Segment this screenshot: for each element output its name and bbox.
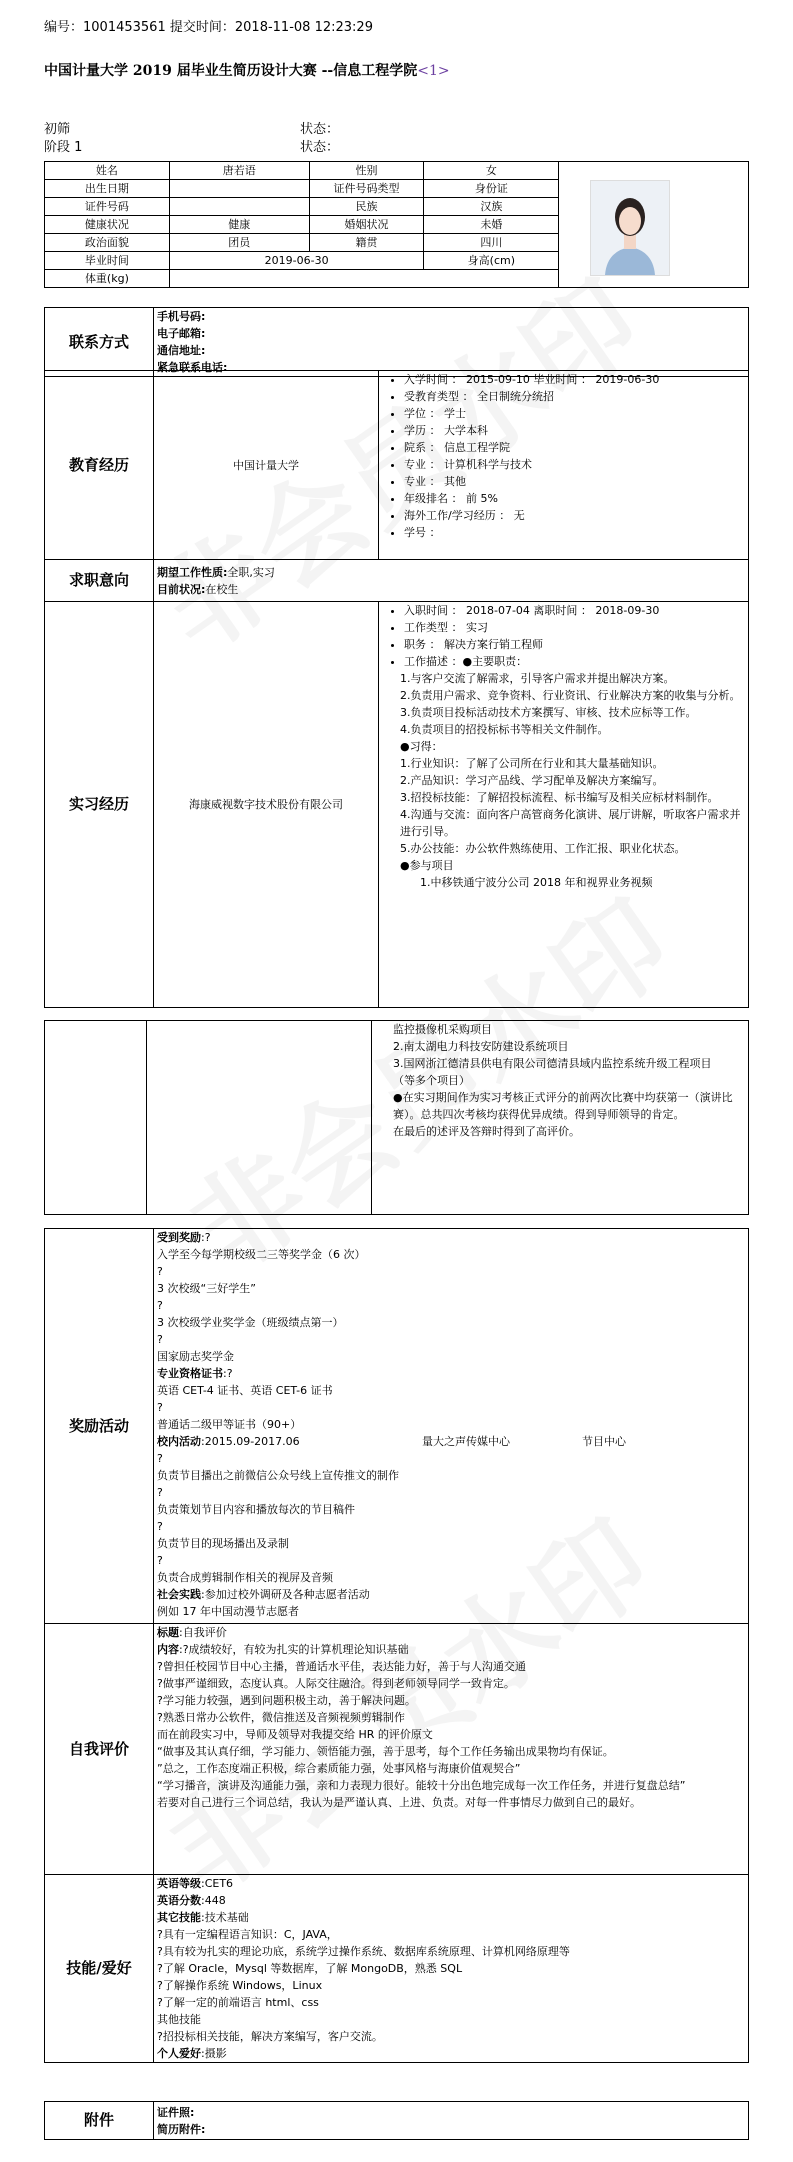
self-eval-line: “学习播音，演讲及沟通能力强，亲和力表现力很好。能较十分出色地完成每一次工作任务，并进行复盘总结” <box>157 1779 686 1792</box>
awards-table <box>44 1228 749 1624</box>
description-line: 3.国网浙江德清县供电有限公司德清县域内监控系统升级工程项目 <box>393 1057 712 1070</box>
self-eval-line: ?学习能力较强，遇到问题积极主动，善于解决问题。 <box>157 1694 416 1707</box>
self-eval-label: 自我评价 <box>45 1624 154 1875</box>
topic-label: 标题 <box>157 1626 179 1639</box>
internship-table <box>44 601 749 1008</box>
meta-line <box>44 16 373 35</box>
award-line: 国家励志奖学金 <box>157 1350 234 1363</box>
cell: 性别 <box>309 162 424 180</box>
activity-lines <box>157 1450 745 1586</box>
activity-line: 负责策划节目内容和播放每次的节目稿件 <box>157 1503 355 1516</box>
internship-description <box>382 670 745 874</box>
cell: 政治面貌 <box>45 234 170 252</box>
cell: 体重(kg) <box>45 270 170 288</box>
self-eval-details <box>154 1624 749 1875</box>
stage-1: 初筛 <box>44 122 71 137</box>
description-line: （等多个项目） <box>393 1074 470 1087</box>
activity-line: 负责合成剪辑制作相关的视屏及音频 <box>157 1571 333 1584</box>
description-line: 4.沟通与交流：面向客户高管商务化演讲、展厅讲解，听取客户需求并进行引导。 <box>400 808 741 838</box>
school-name: 中国计量大学 <box>154 371 379 560</box>
awards-details <box>154 1229 749 1624</box>
cell: 身高(cm) <box>424 252 559 270</box>
other-skills-value: :技术基础 <box>201 1911 249 1924</box>
cell: 2019-06-30 <box>169 252 424 270</box>
activity-line: ? <box>157 1452 163 1465</box>
internship-continued-table <box>44 1020 749 1215</box>
education-table <box>44 370 749 560</box>
description-line: 3.负责项目投标活动技术方案撰写、审核、技术应标等工作。 <box>400 706 697 719</box>
list-item: • 专业 ： 其他 <box>404 473 745 490</box>
list-item: • 学号 ： <box>404 524 745 541</box>
internship-label: 实习经历 <box>45 602 154 1008</box>
company-name: 海康威视数字技术股份有限公司 <box>154 602 379 1008</box>
list-item: • 工作类型 ： 实习 <box>404 619 745 636</box>
self-eval-lines <box>157 1658 745 1811</box>
contact-label: 联系方式 <box>45 308 154 377</box>
awards-got-label: 受到奖励 <box>157 1231 201 1244</box>
description-line: 1.行业知识：了解了公司所在行业和其大量基础知识。 <box>400 757 664 770</box>
award-line: ? <box>157 1333 163 1346</box>
list-item: • 院系 ： 信息工程学院 <box>404 439 745 456</box>
contact-fields <box>154 308 749 377</box>
cert-value: :? <box>223 1367 233 1380</box>
awards-got-value: :? <box>201 1231 211 1244</box>
description-line: 5.办公技能：办公软件熟练使用、工作汇报、职业化状态。 <box>400 842 686 855</box>
portrait-image <box>591 181 669 275</box>
self-eval-line: 而在前段实习中，导师及领导对我提交给 HR 的评价原文 <box>157 1728 433 1741</box>
cert-label: 专业资格证书 <box>157 1367 223 1380</box>
awards-lines <box>157 1246 745 1365</box>
award-line: 3 次校级学业奖学金（班级绩点第一） <box>157 1316 344 1329</box>
stage-1-status: 状态： <box>300 122 340 137</box>
title-num: <1> <box>417 63 450 79</box>
list-item: • 学历 ： 大学本科 <box>404 422 745 439</box>
skill-line: ?招投标相关技能，解决方案编写，客户交流。 <box>157 2030 383 2043</box>
resume-attachment-label: 简历附件: <box>157 2122 206 2136</box>
list-item: • 年级排名 ： 前 5% <box>404 490 745 507</box>
skill-line: ?具有较为扎实的理论功底，系统学过操作系统、数据库系统原理、计算机网络原理等 <box>157 1945 570 1958</box>
cell: 团员 <box>169 234 309 252</box>
address-label: 通信地址: <box>157 344 206 357</box>
internship-list <box>382 602 745 653</box>
social-label: 社会实践 <box>157 1588 201 1601</box>
id-photo-label: 证件照: <box>157 2105 195 2119</box>
self-eval-line: 若要对自己进行三个词总结，我认为是严谨认真、上进、负责。对每一件事情尽力做到自己的最好。 <box>157 1796 641 1809</box>
cell: 民族 <box>309 198 424 216</box>
award-line: ? <box>157 1299 163 1312</box>
skills-details <box>154 1875 749 2063</box>
cell: 身份证 <box>424 180 559 198</box>
education-list <box>382 371 745 541</box>
internship-continued <box>372 1021 749 1215</box>
other-skills-label: 其它技能 <box>157 1911 201 1924</box>
cell: 四川 <box>424 234 559 252</box>
list-item: • 学位 ： 学士 <box>404 405 745 422</box>
desc-first-line: ●主要职责： <box>462 655 528 668</box>
skill-line: ?了解 Oracle，Mysql 等数据库，了解 MongoDB，熟悉 SQL <box>157 1962 463 1975</box>
list-item: • 入学时间 ： 2015-09-10 毕业时间 ： 2019-06-30 <box>404 371 745 388</box>
self-eval-line: “做事及其认真仔细，学习能力、领悟能力强，善于思考，每个工作任务输出成果物均有保证。 <box>157 1745 614 1758</box>
attachments-table <box>44 2101 749 2140</box>
job-type-value: 全职,实习 <box>227 565 275 579</box>
description-line: ●在实习期间作为实习考核正式评分的前两次比赛中均获第一（演讲比赛）。总共四次考核均获得优异成绩。得到导师领导的肯定。 <box>393 1091 733 1121</box>
cell: 籍贯 <box>309 234 424 252</box>
content-first: :?成绩较好，有较为扎实的计算机理论知识基础 <box>179 1643 409 1656</box>
social-example: 例如 17 年中国动漫节志愿者 <box>157 1605 299 1618</box>
skill-line: ?了解一定的前端语言 html、css <box>157 1996 319 2009</box>
cell: 出生日期 <box>45 180 170 198</box>
page-title <box>44 60 450 80</box>
education-details <box>379 371 749 560</box>
topic-value: :自我评价 <box>179 1626 227 1639</box>
description-line: 4.负责项目的招投标标书等相关文件制作。 <box>400 723 609 736</box>
description-line: ●习得： <box>400 740 443 753</box>
activity-line: 负责节目的现场播出及录制 <box>157 1537 289 1550</box>
skill-line: ?具有一定编程语言知识：C，JAVA， <box>157 1928 338 1941</box>
hobby-value: :摄影 <box>201 2047 227 2060</box>
title-text: 中国计量大学 2019 届毕业生简历设计大赛 --信息工程学院 <box>44 63 418 79</box>
list-item: • 职务 ： 解决方案行销工程师 <box>404 636 745 653</box>
english-score-value: :448 <box>201 1894 226 1907</box>
description-line: 监控摄像机采购项目 <box>393 1023 492 1036</box>
description-line: 2.负责用户需求、竞争资料、行业资讯、行业解决方案的收集与分析。 <box>400 689 741 702</box>
cert-line: 英语 CET-4 证书、英语 CET-6 证书 <box>157 1384 333 1397</box>
emergency-label: 紧急联系电话: <box>157 361 228 374</box>
cell: 健康 <box>169 216 309 234</box>
intent-table <box>44 559 749 602</box>
submit-value: 2018-11-08 12:23:29 <box>234 20 373 35</box>
continued-lines <box>375 1021 745 1140</box>
awards-label: 奖励活动 <box>45 1229 154 1624</box>
self-eval-line: ”总之，工作态度端正积极，综合素质能力强，处事风格与海康价值观契合” <box>157 1762 521 1775</box>
project-1: 1.中移铁通宁波分公司 2018 年和视界业务视频 <box>420 876 653 889</box>
school-activity-org: 量大之声传媒中心 <box>422 1435 510 1448</box>
status-label: 目前状况: <box>157 582 206 596</box>
cell: 女 <box>424 162 559 180</box>
email-label: 电子邮箱: <box>157 327 206 340</box>
hobby-label: 个人爱好 <box>157 2047 201 2060</box>
skill-line: 其他技能 <box>157 2013 201 2026</box>
social-value: :参加过校外调研及各种志愿者活动 <box>201 1588 370 1601</box>
cell: 健康状况 <box>45 216 170 234</box>
english-level-label: 英语等级 <box>157 1877 201 1890</box>
activity-line: 负责节目播出之前微信公众号线上宣传推文的制作 <box>157 1469 399 1482</box>
status-value: 在校生 <box>205 582 239 596</box>
empty-cell <box>45 1021 147 1215</box>
intent-details <box>154 560 749 602</box>
school-activity-dept: 节目中心 <box>582 1435 626 1448</box>
contact-table <box>44 307 749 377</box>
english-score-label: 英语分数 <box>157 1894 201 1907</box>
submit-label: 提交时间： <box>169 20 235 35</box>
skills-lines <box>157 1926 745 2045</box>
award-line: 入学至今每学期校级二三等奖学金（6 次） <box>157 1248 366 1261</box>
content-label: 内容 <box>157 1643 179 1656</box>
description-line: ●参与项目 <box>400 859 454 872</box>
list-item: • 受教育类型 ： 全日制统分统招 <box>404 388 745 405</box>
cert-line: 普通话二级甲等证书（90+） <box>157 1418 302 1431</box>
description-line: 2.南太湖电力科技安防建设系统项目 <box>393 1040 569 1053</box>
activity-line: ? <box>157 1554 163 1567</box>
empty-cell <box>147 1021 372 1215</box>
attachments-details <box>154 2102 749 2140</box>
self-eval-line: ?做事严谨细致，态度认真。人际交往融洽。得到老师领导同学一致肯定。 <box>157 1677 515 1690</box>
self-eval-line: ?曾担任校园节目中心主播，普通话水平佳，表达能力好，善于与人沟通交通 <box>157 1660 526 1673</box>
list-item: • 专业 ： 计算机科学与技术 <box>404 456 745 473</box>
cell <box>169 198 309 216</box>
self-eval-line: ?熟悉日常办公软件，微信推送及音频视频剪辑制作 <box>157 1711 405 1724</box>
activity-line: ? <box>157 1520 163 1533</box>
cert-lines <box>157 1382 745 1433</box>
cell: 毕业时间 <box>45 252 170 270</box>
cell: 婚姻状况 <box>309 216 424 234</box>
description-line: 3.招投标技能：了解招投标流程、标书编写及相关应标材料制作。 <box>400 791 719 804</box>
english-level-value: :CET6 <box>201 1877 234 1890</box>
skills-label: 技能/爱好 <box>45 1875 154 2063</box>
list-item <box>404 653 745 670</box>
cell: 姓名 <box>45 162 170 180</box>
internship-details <box>379 602 749 1008</box>
cell: 未婚 <box>424 216 559 234</box>
education-label: 教育经历 <box>45 371 154 560</box>
activity-line: ? <box>157 1486 163 1499</box>
award-line: 3 次校级“三好学生” <box>157 1282 256 1295</box>
school-activity-value: :2015.09-2017.06 <box>201 1435 300 1448</box>
award-line: ? <box>157 1265 163 1278</box>
stage-2: 阶段 1 <box>44 140 83 155</box>
list-item: • 入职时间 ： 2018-07-04 离职时间 ： 2018-09-30 <box>404 602 745 619</box>
list-item: • 海外工作/学习经历 ： 无 <box>404 507 745 524</box>
description-line: 在最后的述评及答辩时得到了高评价。 <box>393 1125 580 1138</box>
cell <box>169 180 309 198</box>
stage-2-status: 状态： <box>300 140 340 155</box>
job-type-label: 期望工作性质: <box>157 565 228 579</box>
attachments-label: 附件 <box>45 2102 154 2140</box>
cell: 证件号码类型 <box>309 180 424 198</box>
profile-photo <box>590 180 670 276</box>
cell: 证件号码 <box>45 198 170 216</box>
cert-line: ? <box>157 1401 163 1414</box>
description-line: 1.与客户交流了解需求，引导客户需求并提出解决方案。 <box>400 672 675 685</box>
skills-table <box>44 1874 749 2063</box>
serial-label: 编号： <box>44 20 84 35</box>
cell: 唐若语 <box>169 162 309 180</box>
school-activity-label: 校内活动 <box>157 1435 201 1448</box>
description-line: 2.产品知识：学习产品线、学习配单及解决方案编写。 <box>400 774 664 787</box>
self-eval-table <box>44 1623 749 1875</box>
phone-label: 手机号码: <box>157 310 206 323</box>
intent-label: 求职意向 <box>45 560 154 602</box>
skill-line: ?了解操作系统 Windows，Linux <box>157 1979 323 1992</box>
cell: 汉族 <box>424 198 559 216</box>
desc-label: 工作描述 ： <box>404 655 463 668</box>
cell <box>169 270 558 288</box>
serial-value: 1001453561 <box>83 20 166 35</box>
